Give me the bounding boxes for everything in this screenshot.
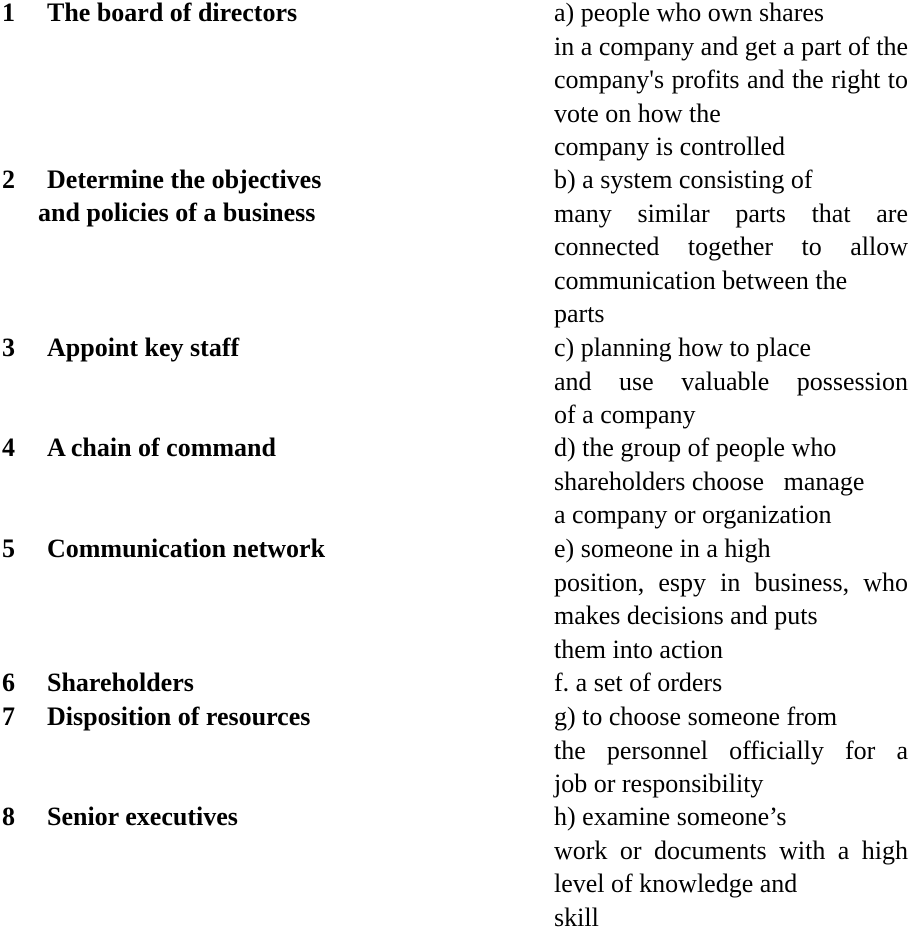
definition-b-last-line: parts: [554, 297, 908, 331]
term-number-7: 7: [2, 700, 15, 734]
definition-a-first-line: a) people who own shares: [554, 0, 908, 30]
definition-a-last-line: company is controlled: [554, 130, 908, 164]
definition-b-body: many similar parts that are connected together to allow communication between the: [554, 199, 908, 295]
term-1: The board of directors: [47, 0, 297, 30]
definition-h-last-line: skill: [554, 901, 908, 934]
definition-g-first-line: g) to choose someone from: [554, 700, 908, 734]
definition-e-body: position, espy in business, who makes decisions and puts: [554, 568, 908, 631]
term-2: Determine the objectives: [47, 163, 321, 197]
definition-h-body: work or documents with a high level of knowledge and: [554, 836, 908, 899]
term-number-6: 6: [2, 666, 15, 700]
definition-d-body: shareholders choose manage: [554, 465, 908, 499]
term-7: Disposition of resources: [47, 700, 310, 734]
term-number-3: 3: [2, 331, 15, 365]
term-number-1: 1: [2, 0, 15, 30]
definition-g: [554, 700, 908, 801]
term-number-5: 5: [2, 532, 15, 566]
definition-g-body: the personnel officially for a: [554, 734, 908, 768]
term-number-8: 8: [2, 800, 15, 834]
term-8: Senior executives: [47, 800, 238, 834]
definition-h: [554, 800, 908, 934]
definition-d: [554, 431, 908, 532]
term-2-continued: and policies of a business: [38, 196, 315, 230]
definition-c: [554, 331, 908, 432]
definition-c-body: and use valuable possession: [554, 365, 908, 399]
definition-b: [554, 163, 908, 331]
definition-e: [554, 532, 908, 666]
definition-a-body: in a company and get a part of the company's profits and the right to vote on how the: [554, 32, 908, 128]
term-4: A chain of command: [47, 431, 276, 465]
definition-e-first-line: e) someone in a high: [554, 532, 908, 566]
definition-c-first-line: c) planning how to place: [554, 331, 908, 365]
term-number-4: 4: [2, 431, 15, 465]
definition-g-last-line: job or responsibility: [554, 767, 908, 801]
term-6: Shareholders: [47, 666, 194, 700]
term-3: Appoint key staff: [47, 331, 239, 365]
definition-f-first-line: f. a set of orders: [554, 666, 908, 700]
definition-d-first-line: d) the group of people who: [554, 431, 908, 465]
definition-e-last-line: them into action: [554, 633, 908, 667]
definition-h-first-line: h) examine someone’s: [554, 800, 908, 834]
definition-f: [554, 666, 908, 700]
definition-a: [554, 0, 908, 164]
definition-c-last-line: of a company: [554, 398, 908, 432]
term-5: Communication network: [47, 532, 325, 566]
term-number-2: 2: [2, 163, 15, 197]
definition-d-last-line: a company or organization: [554, 498, 908, 532]
definition-b-first-line: b) a system consisting of: [554, 163, 908, 197]
